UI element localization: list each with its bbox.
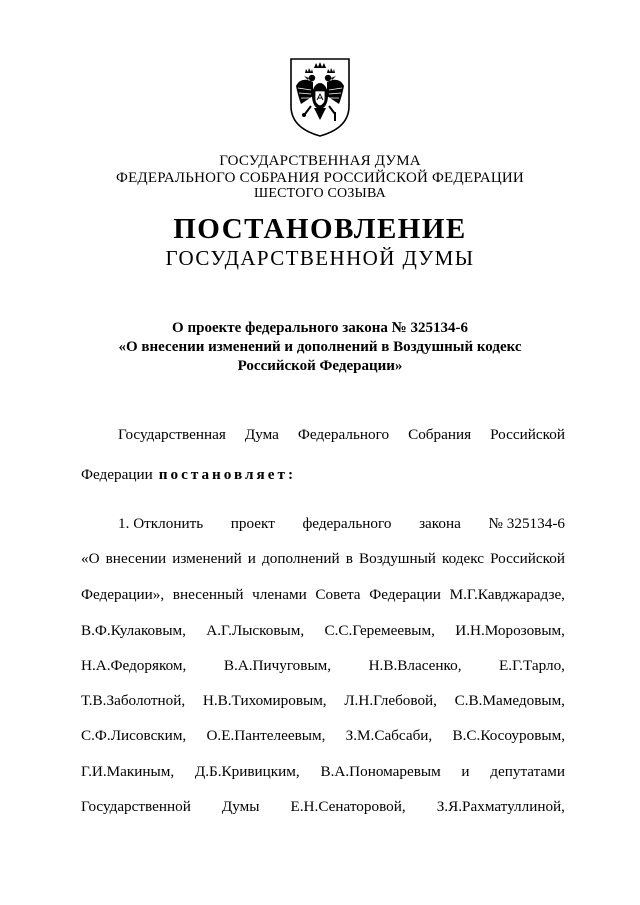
word: Д.Б.Кривицким, xyxy=(194,763,300,780)
word: В.А.Пономаревым xyxy=(320,763,441,780)
header-line-state-duma: ГОСУДАРСТВЕННАЯ ДУМА xyxy=(219,153,421,169)
word: проект xyxy=(230,515,275,532)
word: Воздушный xyxy=(359,550,436,567)
word: З.М.Сабсаби, xyxy=(345,727,433,744)
body-line xyxy=(81,622,565,640)
word: Государственная xyxy=(118,426,226,443)
word: и xyxy=(247,550,256,567)
word: Дума xyxy=(244,426,279,443)
word: Л.Н.Глебовой, xyxy=(344,692,437,709)
word: С.С.Геремеевым, xyxy=(324,622,435,639)
word: А.Г.Лысковым, xyxy=(206,622,305,639)
word: 1. Отклонить xyxy=(118,515,204,532)
word: «О xyxy=(81,550,100,567)
body-line xyxy=(81,727,565,745)
decree-word: постановляет: xyxy=(158,466,297,483)
word: Совета xyxy=(315,586,361,603)
word: федерального xyxy=(302,515,392,532)
body-line xyxy=(81,763,565,781)
body-line xyxy=(81,466,565,484)
body-line xyxy=(81,550,565,568)
word: депутатами xyxy=(490,763,565,780)
word: Собрания xyxy=(408,426,472,443)
word: изменений xyxy=(172,550,242,567)
body-line xyxy=(118,426,565,444)
word: М.Г.Кавджарадзе, xyxy=(449,586,565,603)
subject-line-1: О проекте федерального закона № 325134-6 xyxy=(172,320,468,336)
header-line-federal-assembly: ФЕДЕРАЛЬНОГО СОБРАНИЯ РОССИЙСКОЙ ФЕДЕРАЦИИ xyxy=(116,170,524,186)
word: Думы xyxy=(221,798,260,815)
word: закона xyxy=(419,515,461,532)
word: Е.Г.Тарло, xyxy=(499,657,565,674)
word: в xyxy=(345,550,353,567)
document-issuer-title: ГОСУДАРСТВЕННОЙ ДУМЫ xyxy=(165,246,475,270)
word: И.Н.Морозовым, xyxy=(455,622,565,639)
word: № 325134-6 xyxy=(488,515,565,532)
word: Государственной xyxy=(81,798,191,815)
word: Т.В.Заболотной, xyxy=(81,692,186,709)
word: Н.А.Федоряком, xyxy=(81,657,187,674)
word: В.А.Пичуговым, xyxy=(223,657,332,674)
word: дополнений xyxy=(262,550,340,567)
word: Федерального xyxy=(297,426,390,443)
body-line xyxy=(118,515,565,533)
word: Е.Н.Сенаторовой, xyxy=(290,798,406,815)
word: В.Ф.Кулаковым, xyxy=(81,622,186,639)
word: членами xyxy=(252,586,307,603)
word: внесенный xyxy=(172,586,244,603)
word: Российской xyxy=(490,426,565,443)
word: Федерации xyxy=(369,586,441,603)
document-type-title: ПОСТАНОВЛЕНИЕ xyxy=(173,213,467,245)
russian-coat-of-arms-icon xyxy=(287,56,353,138)
body-line xyxy=(81,798,565,816)
subject-line-3: Российской Федерации» xyxy=(237,358,403,374)
word: Г.И.Макиным, xyxy=(81,763,175,780)
word: кодекс xyxy=(442,550,485,567)
body-line xyxy=(81,586,565,604)
word: З.Я.Рахматуллиной, xyxy=(436,798,565,815)
word: внесении xyxy=(105,550,167,567)
word: Федерации xyxy=(81,466,153,483)
body-line xyxy=(81,692,565,710)
word: Российской xyxy=(490,550,565,567)
header-line-convocation: ШЕСТОГО СОЗЫВА xyxy=(254,186,386,201)
subject-line-2: «О внесении изменений и дополнений в Воздушный кодекс xyxy=(118,339,522,355)
word: С.В.Мамедовым, xyxy=(454,692,565,709)
body-line xyxy=(81,657,565,675)
word: О.Е.Пантелеевым, xyxy=(206,727,326,744)
word: и xyxy=(461,763,470,780)
word: Н.В.Власенко, xyxy=(368,657,462,674)
word: Н.В.Тихомировым, xyxy=(202,692,327,709)
word: С.Ф.Лисовским, xyxy=(81,727,187,744)
word: Федерации», xyxy=(81,586,165,603)
word: В.С.Косоуровым, xyxy=(452,727,565,744)
